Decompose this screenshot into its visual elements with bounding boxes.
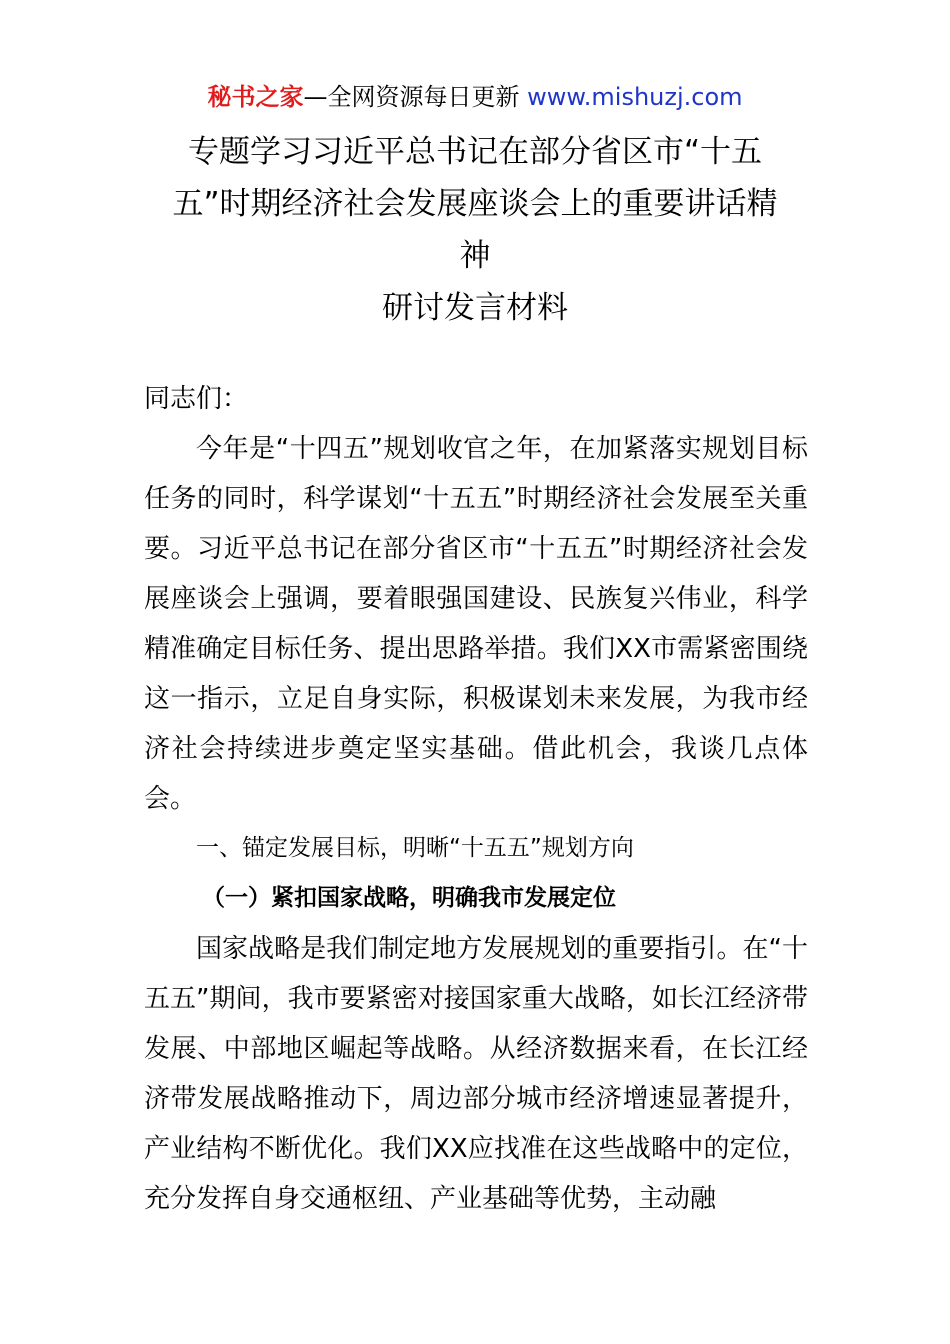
intro-paragraph: 今年是“十四五”规划收官之年，在加紧落实规划目标任务的同时，科学谋划“十五五”时期经济社会发展至关重要。习近平总书记在部分省区市“十五五”时期经济社会发展座谈会上强调，要着眼强国建设、民族复兴伟业，科学精准确定目标任务、提出思路举措。我们XX市需紧密围绕这一指示，立足自身实际，积极谋划未来发展，为我市经济社会持续进步奠定坚实基础。借此机会，我谈几点体会。: [144, 434, 808, 814]
title-line-1: 专题学习习近平总书记在部分省区市“十五: [187, 134, 763, 170]
site-tagline: —全网资源每日更新: [303, 83, 528, 111]
document-title: [140, 126, 810, 334]
title-line-3: 神: [459, 238, 491, 274]
subsection-paragraph-1: 国家战略是我们制定地方发展规划的重要指引。在“十五五”期间，我市要紧密对接国家重大战略，如长江经济带发展、中部地区崛起等战略。从经济数据来看，在长江经济带发展战略推动下，周边部分城市经济增速显著提升，产业结构不断优化。我们XX应找准在这些战略中的定位，充分发挥自身交通枢纽、产业基础等优势，主动融: [144, 934, 808, 1214]
site-brand: 秘书之家: [207, 83, 304, 111]
site-header: [0, 80, 950, 114]
salutation: 同志们：: [144, 384, 249, 414]
title-line-4: 研讨发言材料: [382, 290, 568, 326]
subsection-heading-1: （一）紧扣国家战略，明确我市发展定位: [202, 885, 616, 911]
title-line-2: 五”时期经济社会发展座谈会上的重要讲话精: [172, 186, 778, 222]
site-url-link[interactable]: www.mishuzj.com: [527, 83, 743, 111]
document-body: [144, 374, 808, 1224]
section-heading-1: 一、锚定发展目标，明晰“十五五”规划方向: [196, 835, 634, 861]
